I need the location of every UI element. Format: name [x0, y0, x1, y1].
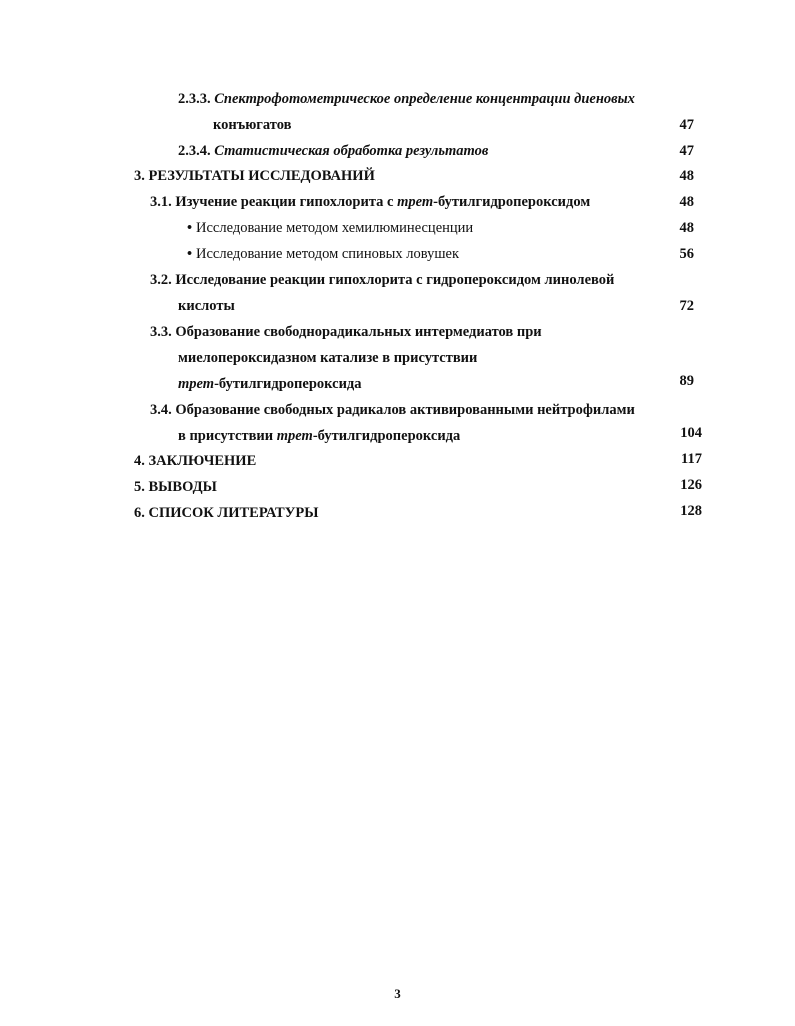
toc-title: 3.2. Исследование реакции гипохлорита с гидропероксидом линолевой: [150, 272, 615, 288]
toc-page-3-4: 104: [680, 425, 702, 441]
toc-entry-4: [134, 452, 256, 470]
toc-entry-2-3-3-cont: [213, 116, 291, 134]
toc-title-italic: трет: [397, 194, 434, 210]
toc-title-rest: -бутилгидропероксидом: [433, 194, 591, 210]
toc-page-3-2: 72: [679, 298, 694, 314]
toc-entry-6: [134, 504, 318, 522]
toc-page-6: 128: [680, 503, 702, 519]
toc-title: 3.1. Изучение реакции гипохлорита с: [150, 194, 398, 210]
page-number: 3: [394, 986, 401, 1001]
toc-title-italic: трет: [276, 428, 313, 444]
toc-page-4: 117: [681, 451, 702, 467]
toc-bullet-text: Исследование методом спиновых ловушек: [196, 246, 460, 262]
toc-number: 2.3.4.: [178, 143, 211, 159]
toc-title: конъюгатов: [213, 117, 292, 133]
toc-entry-5: [134, 478, 217, 496]
toc-entry-3-2: [150, 271, 614, 289]
toc-number: 2.3.3.: [178, 91, 211, 107]
toc-entry-3-1: [150, 193, 590, 211]
toc-title: кислоты: [178, 298, 235, 314]
toc-title: 3.3. Образование свободнорадикальных интермедиатов при: [150, 324, 542, 340]
toc-entry-3-3: [150, 323, 542, 341]
toc-title: в присутствии: [178, 428, 277, 444]
toc-title-rest: -бутилгидропероксида: [312, 428, 461, 444]
toc-title: 3.4. Образование свободных радикалов активированными нейтрофилами: [150, 402, 635, 418]
toc-title: Статистическая обработка результатов: [210, 143, 489, 159]
toc-entry-3-3-cont1: [178, 349, 477, 367]
toc-entry-3-2-cont: [178, 297, 235, 315]
toc-page-2-3-4: 47: [679, 143, 694, 159]
toc-bullet-2: [187, 245, 459, 263]
toc-page-3-1: 48: [679, 194, 694, 210]
toc-bullet-text: Исследование методом хемилюминесценции: [196, 220, 474, 236]
toc-entry-3-4-cont: [178, 427, 460, 445]
toc-title: Спектрофотометрическое определение концентрации диеновых: [210, 91, 635, 107]
toc-title: 3. РЕЗУЛЬТАТЫ ИССЛЕДОВАНИЙ: [134, 168, 375, 184]
toc-entry-3-4: [150, 401, 635, 419]
toc-page-3-3: 89: [679, 373, 694, 389]
toc-page-bullet-1: 48: [679, 220, 694, 236]
toc-entry-3-3-cont2: [178, 375, 362, 393]
bullet-icon: •: [187, 220, 193, 236]
toc-title: 6. СПИСОК ЛИТЕРАТУРЫ: [134, 505, 319, 521]
bullet-icon: •: [187, 246, 193, 262]
toc-title: миелопероксидазном катализе в присутствии: [178, 350, 478, 366]
toc-entry-2-3-4: [178, 142, 488, 160]
toc-page-bullet-2: 56: [679, 246, 694, 262]
toc-entry-2-3-3: [178, 90, 635, 108]
toc-page-5: 126: [680, 477, 702, 493]
toc-page-3: 48: [679, 168, 694, 184]
toc-title: 4. ЗАКЛЮЧЕНИЕ: [134, 453, 257, 469]
toc-bullet-1: [187, 219, 473, 237]
toc-page-2-3-3: 47: [679, 117, 694, 133]
toc-title-italic: трет: [178, 376, 215, 392]
toc-entry-3: [134, 167, 375, 185]
toc-title-rest: -бутилгидропероксида: [214, 376, 362, 392]
toc-title: 5. ВЫВОДЫ: [134, 479, 217, 495]
